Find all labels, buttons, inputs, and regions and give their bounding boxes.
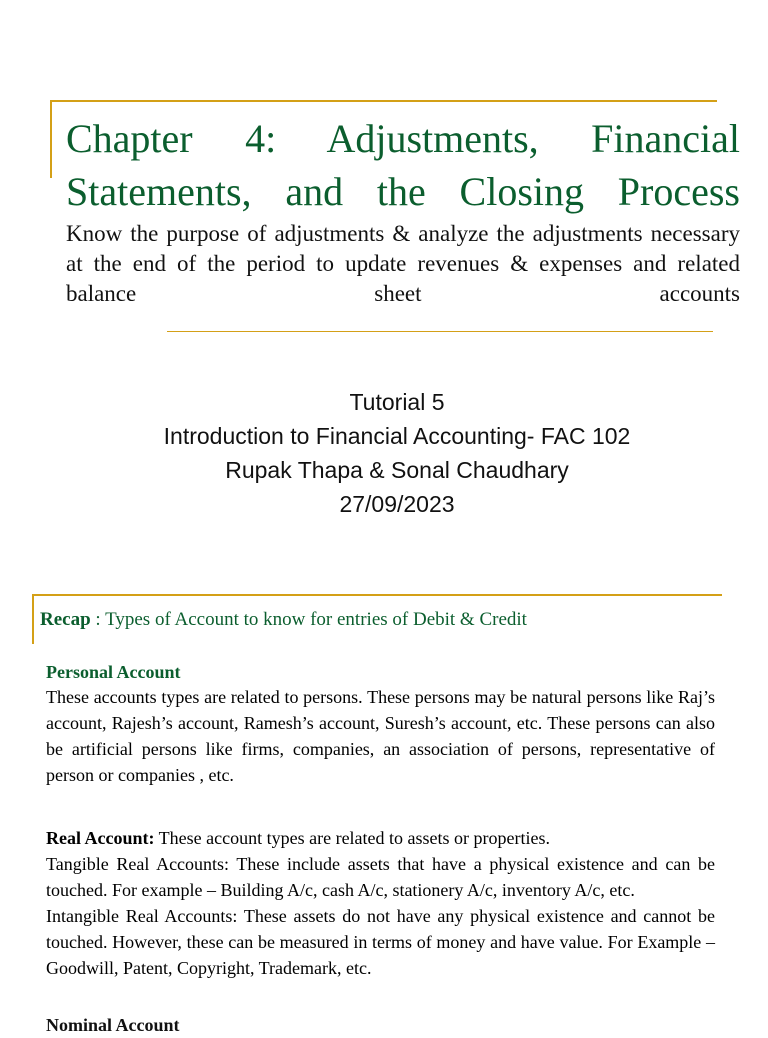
chapter-subtitle: Know the purpose of adjustments & analyze the adjustments necessary at the end of the period to update revenues & expenses and related balance sheet accounts bbox=[66, 221, 740, 306]
tangible-real-accounts: Tangible Real Accounts: These include assets that have a physical existence and can be touched. For example – Building A/c, cash A/c, stationery A/c, inventory A/c, etc. bbox=[46, 854, 715, 900]
recap-frame-top-line bbox=[32, 594, 722, 596]
recap-heading bbox=[40, 608, 527, 632]
date: 27/09/2023 bbox=[339, 491, 455, 517]
personal-account-body: These accounts types are related to persons. These persons may be natural persons like Raj’s account, Rajesh’s account, Ramesh’s account, Suresh’s account, etc. These persons can also be artificial persons like firms, companies, an association of persons, representative of person or companies , etc. bbox=[46, 687, 715, 785]
tutorial-info bbox=[0, 385, 768, 521]
course-name: Introduction to Financial Accounting- FAC 102 bbox=[163, 423, 631, 449]
personal-account-title: Personal Account bbox=[46, 662, 181, 682]
authors: Rupak Thapa & Sonal Chaudhary bbox=[225, 457, 569, 483]
real-account-label: Real Account: bbox=[46, 828, 155, 848]
intangible-real-accounts: Intangible Real Accounts: These assets do not have any physical existence and cannot be touched. However, these can be measured in terms of money and have value. For Example – Goodwill, Patent, Copyright, Trademark, etc. bbox=[46, 906, 715, 978]
tutorial-number: Tutorial 5 bbox=[349, 389, 445, 415]
real-account-intro-text: These account types are related to assets or properties. bbox=[154, 828, 551, 848]
title-frame-top-line bbox=[50, 100, 717, 102]
nominal-account-title: Nominal Account bbox=[46, 1015, 180, 1035]
real-account-section bbox=[46, 825, 715, 981]
chapter-title: Chapter 4: Adjustments, Financial Statements, and the Closing Process bbox=[66, 116, 740, 214]
title-frame-left-line bbox=[50, 100, 52, 178]
recap-text: : Types of Account to know for entries of Debit & Credit bbox=[90, 609, 527, 630]
subtitle-divider bbox=[167, 331, 713, 332]
real-account-intro bbox=[46, 825, 715, 851]
recap-label: Recap bbox=[40, 609, 91, 630]
recap-frame-left-line bbox=[32, 594, 34, 644]
